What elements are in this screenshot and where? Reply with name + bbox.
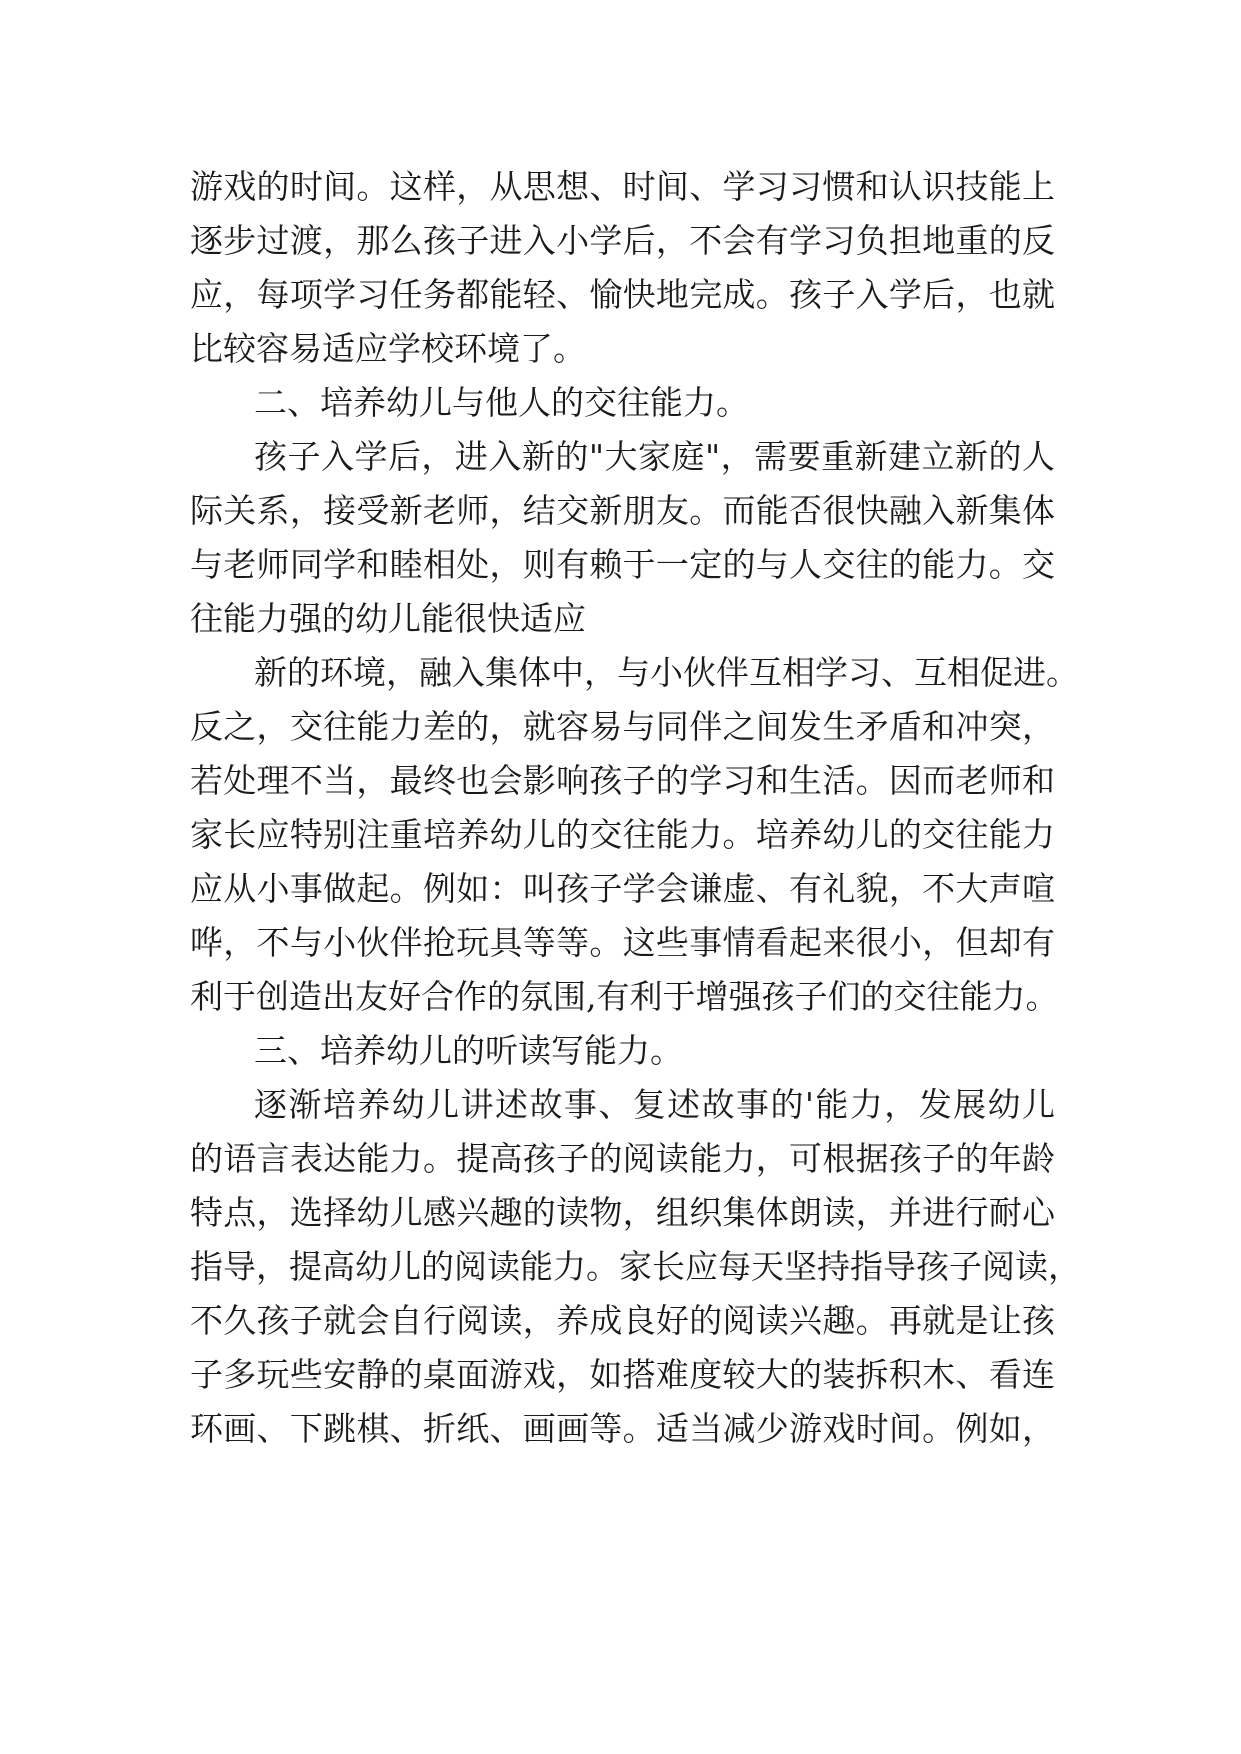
text-line: 特点，选择幼儿感兴趣的读物，组织集体朗读，并进行耐心 [190,1193,1055,1232]
text-line: 应从小事做起。例如：叫孩子学会谦虚、有礼貌，不大声喧 [190,869,1055,908]
text-line: 应，每项学习任务都能轻、愉快地完成。孩子入学后，也就 [190,275,1055,314]
text-line: 与老师同学和睦相处，则有赖于一定的与人交往的能力。交 [190,545,1055,584]
text-line: 际关系，接受新老师，结交新朋友。而能否很快融入新集体 [190,491,1055,530]
text-line: 往能力强的幼儿能很快适应 [190,599,586,638]
text-line: 反之，交往能力差的，就容易与同伴之间发生矛盾和冲突， [190,707,1055,746]
text-line: 孩子入学后，进入新的"大家庭"，需要重新建立新的人 [254,437,1055,476]
text-line: 利于创造出友好合作的氛围,有利于增强孩子们的交往能力。 [190,977,1059,1016]
section-heading: 三、培养幼儿的听读写能力。 [254,1031,683,1070]
text-line: 若处理不当，最终也会影响孩子的学习和生活。因而老师和 [190,761,1055,800]
section-heading: 二、培养幼儿与他人的交往能力。 [254,383,749,422]
text-line: 家长应特别注重培养幼儿的交往能力。培养幼儿的交往能力 [190,815,1055,854]
document-body [190,160,1081,1456]
text-line: 环画、下跳棋、折纸、画画等。适当减少游戏时间。例如， [190,1409,1055,1448]
text-line: 逐渐培养幼儿讲述故事、复述故事的'能力，发展幼儿 [254,1085,1055,1124]
text-line: 哗，不与小伙伴抢玩具等等。这些事情看起来很小，但却有 [190,923,1055,962]
text-line: 不久孩子就会自行阅读，养成良好的阅读兴趣。再就是让孩 [190,1301,1055,1340]
text-line: 游戏的时间。这样，从思想、时间、学习习惯和认识技能上 [190,167,1055,206]
text-line: 子多玩些安静的桌面游戏，如搭难度较大的装拆积木、看连 [190,1355,1055,1394]
text-line: 逐步过渡，那么孩子进入小学后，不会有学习负担地重的反 [190,221,1055,260]
text-line: 比较容易适应学校环境了。 [190,329,586,368]
text-line: 指导，提高幼儿的阅读能力。家长应每天坚持指导孩子阅读， [190,1247,1081,1286]
text-line: 新的环境，融入集体中，与小伙伴互相学习、互相促进。 [254,653,1079,692]
text-line: 的语言表达能力。提高孩子的阅读能力，可根据孩子的年龄 [190,1139,1055,1178]
